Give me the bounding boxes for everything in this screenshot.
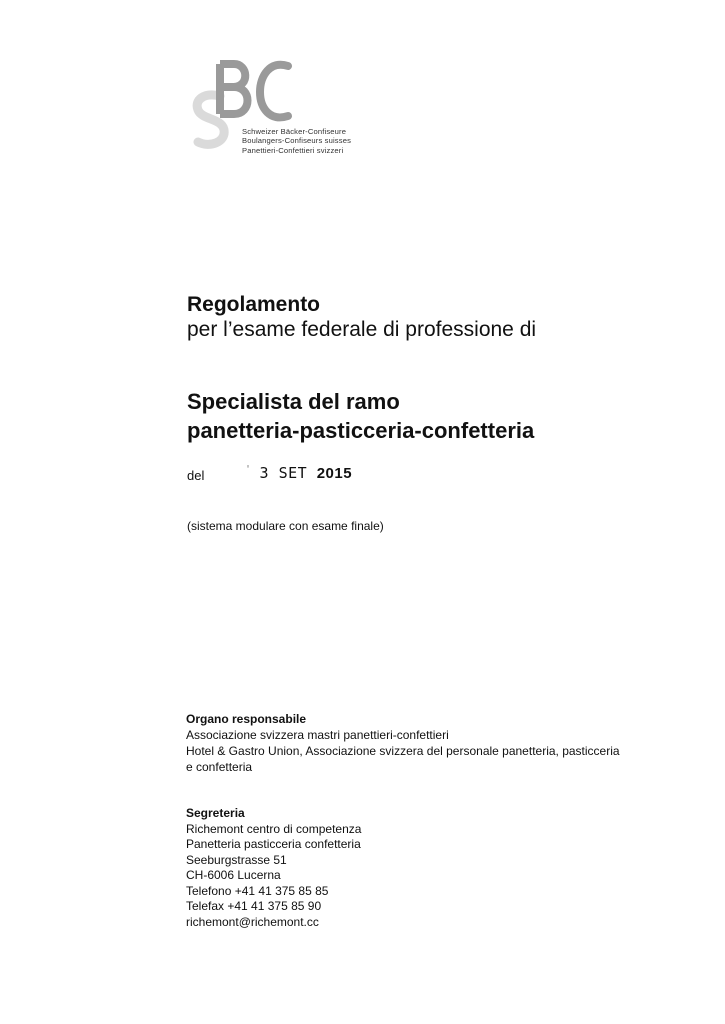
subject-block bbox=[187, 387, 534, 445]
title-block bbox=[187, 292, 536, 342]
date-prefix: del bbox=[187, 468, 205, 483]
segreteria-section bbox=[186, 806, 361, 930]
tagline-fr: Boulangers-Confiseurs suisses bbox=[242, 136, 352, 146]
organo-line: Hotel & Gastro Union, Associazione svizzera del personale panetteria, pasticceria bbox=[186, 744, 620, 758]
tagline-it: Panettieri-Confettieri svizzeri bbox=[242, 145, 344, 155]
segreteria-address-street: Seeburgstrasse 51 bbox=[186, 852, 287, 867]
tagline-de: Schweizer Bäcker-Confiseure bbox=[242, 127, 347, 136]
subject-line-1: Specialista del ramo bbox=[187, 389, 400, 414]
subject-line-2: panetteria-pasticceria-confetteria bbox=[187, 418, 535, 443]
document-subtitle: per l’esame federale di professione di bbox=[187, 318, 537, 341]
segreteria-email: richemont@richemont.cc bbox=[186, 914, 319, 929]
segreteria-label: Segreteria bbox=[186, 806, 245, 820]
document-title: Regolamento bbox=[187, 293, 321, 316]
sbc-logo bbox=[190, 56, 370, 168]
organo-line: Associazione svizzera mastri panettieri-confettieri bbox=[186, 728, 449, 742]
system-note: (sistema modulare con esame finale) bbox=[187, 519, 384, 533]
stamp-year: 2015 bbox=[316, 465, 353, 482]
logo-taglines bbox=[242, 127, 351, 155]
stamp-mark: ' bbox=[245, 464, 252, 475]
organo-section bbox=[186, 711, 620, 775]
date-stamp bbox=[245, 464, 352, 482]
organo-line: e confetteria bbox=[186, 760, 253, 774]
segreteria-line: Richemont centro di competenza bbox=[186, 821, 362, 836]
segreteria-address-city: CH-6006 Lucerna bbox=[186, 868, 281, 882]
segreteria-line: Panetteria pasticceria confetteria bbox=[186, 837, 361, 851]
segreteria-phone: Telefono +41 41 375 85 85 bbox=[186, 883, 329, 898]
segreteria-fax: Telefax +41 41 375 85 90 bbox=[186, 899, 322, 913]
organo-label: Organo responsabile bbox=[186, 712, 307, 726]
date-line bbox=[187, 464, 353, 483]
stamp-day-month: 3 SET bbox=[259, 464, 308, 482]
